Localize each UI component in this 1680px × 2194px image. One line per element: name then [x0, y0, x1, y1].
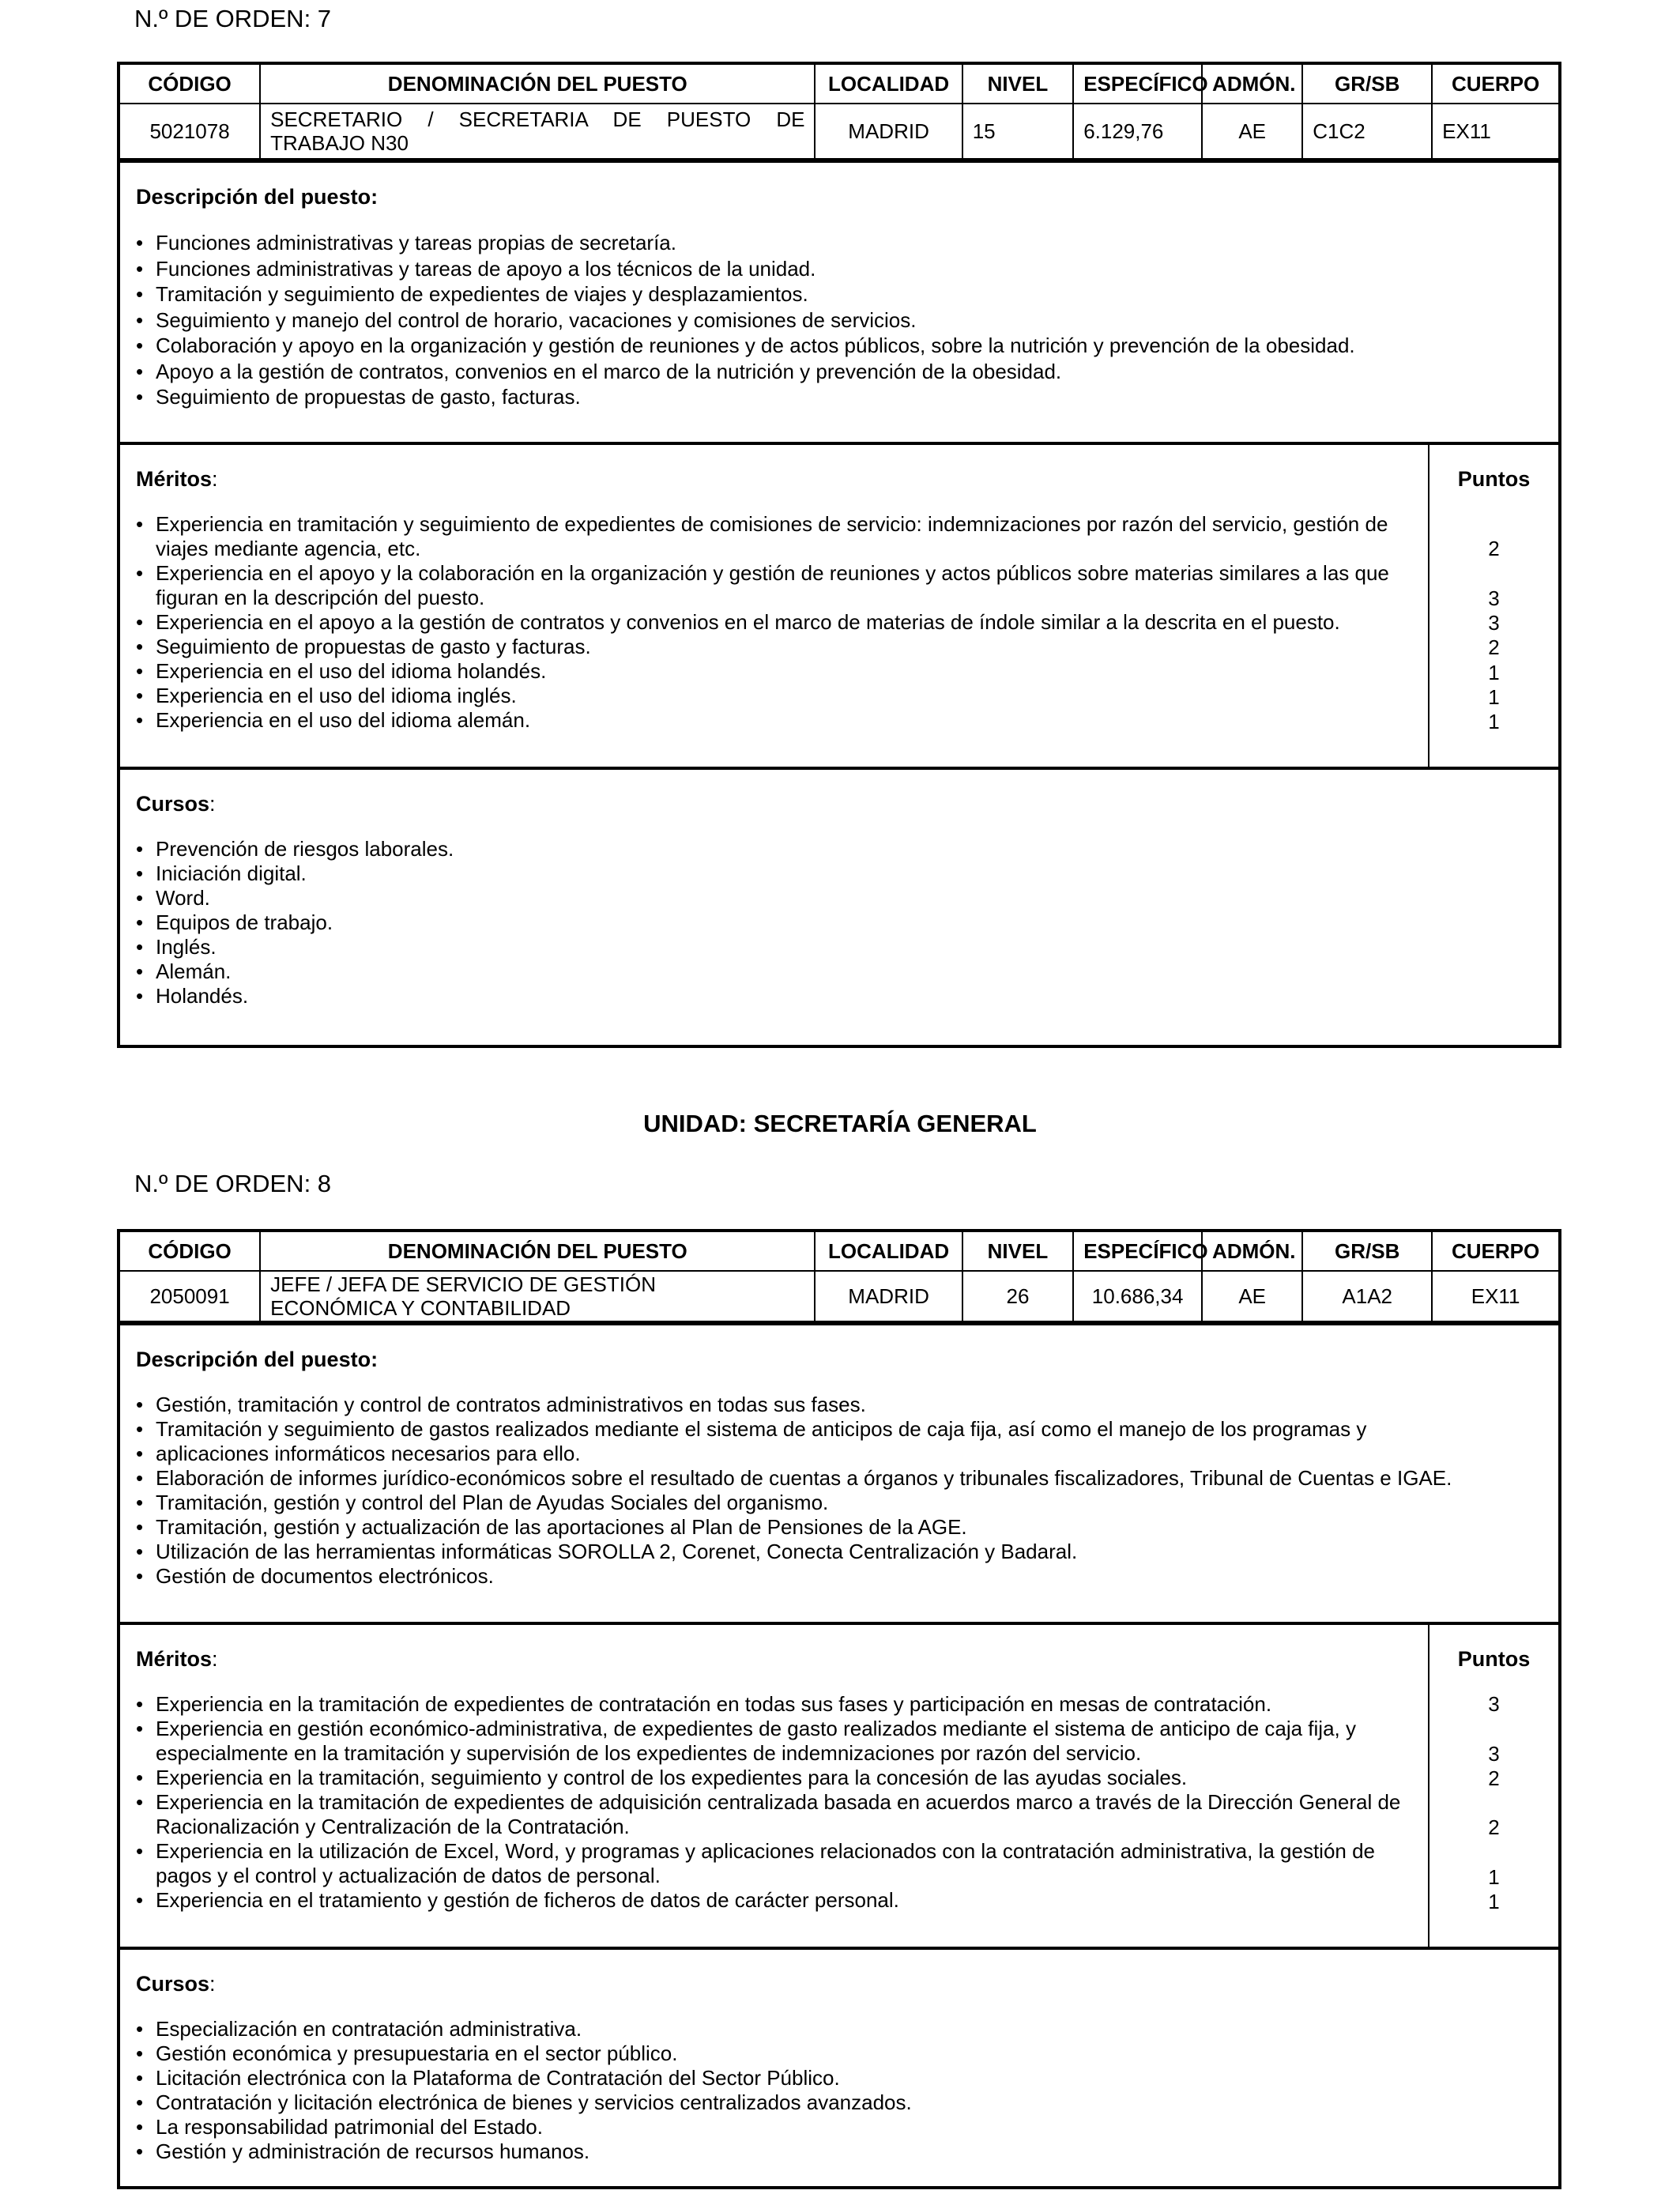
descripcion-title: Descripción del puesto:: [136, 185, 379, 209]
col-especifico: ESPECÍFICO: [1073, 65, 1202, 104]
col-localidad: LOCALIDAD: [815, 65, 962, 104]
puntos-value: 3: [1488, 611, 1500, 635]
puntos-value: [1430, 562, 1558, 586]
meritos-title: Méritos:: [136, 467, 218, 491]
orden-7-heading: N.º DE ORDEN: 7: [134, 5, 332, 32]
meritos-title: Méritos:: [136, 1647, 218, 1671]
merito-item: • Experiencia en tramitación y seguimiento de expedientes de comisiones de servicio: indemnizaciones por razón del servicio, gestión de viajes mediante agencia, etc.: [136, 512, 1428, 561]
cell-admon: AE: [1202, 1271, 1302, 1321]
cursos-title: Cursos:: [136, 792, 216, 816]
cursos-list: [120, 837, 1558, 1008]
cell-grsb: C1C2: [1302, 104, 1432, 159]
merito-item: • Experiencia en el apoyo a la gestión de contratos y convenios en el marco de materias de índole similar a la descrita en el puesto.: [136, 610, 1428, 635]
post-7-header-table: [120, 65, 1558, 160]
descripcion-item: • Tramitación y seguimiento de expedientes de viajes y desplazamientos.: [136, 281, 1558, 307]
puntos-value: 3: [1488, 1741, 1500, 1766]
denominacion-line-1: SECRETARIO / SECRETARIA DE PUESTO DE: [270, 107, 805, 131]
cell-nivel: 26: [962, 1271, 1073, 1321]
curso-item: • Gestión económica y presupuestaria en el sector público.: [136, 2041, 1558, 2066]
descripcion-item: • Gestión de documentos electrónicos.: [136, 1564, 1558, 1589]
descripcion-item: • Colaboración y apoyo en la organización y gestión de reuniones y de actos públicos, sobre la nutrición y prevención de la obesidad.: [136, 333, 1558, 359]
merito-item: • Experiencia en el tratamiento y gestión de ficheros de datos de carácter personal.: [136, 1888, 1428, 1913]
puntos-value: 3: [1488, 586, 1500, 610]
col-admon: ADMÓN.: [1202, 65, 1302, 104]
curso-item: • Alemán.: [136, 959, 1558, 984]
curso-item: • Contratación y licitación electrónica de bienes y servicios centralizados avanzados.: [136, 2090, 1558, 2115]
cursos-section: [120, 1947, 1558, 2188]
meritos-column: [120, 1625, 1430, 1947]
denominacion-line-2: TRABAJO N30: [270, 131, 409, 155]
col-grsb: GR/SB: [1302, 1232, 1432, 1271]
cell-nivel: 15: [962, 104, 1073, 159]
curso-item: • Gestión y administración de recursos humanos.: [136, 2139, 1558, 2164]
puntos-title: Puntos: [1457, 467, 1531, 491]
col-cuerpo: CUERPO: [1432, 1232, 1558, 1271]
cell-especifico: 6.129,76: [1073, 104, 1202, 159]
descripcion-title: Descripción del puesto:: [136, 1348, 379, 1371]
puntos-value: 1: [1488, 1865, 1500, 1890]
cell-codigo: 5021078: [120, 104, 260, 159]
descripcion-list: [120, 230, 1558, 410]
merito-item: • Seguimiento de propuestas de gasto y facturas.: [136, 635, 1428, 659]
descripcion-item: • Seguimiento y manejo del control de horario, vacaciones y comisiones de servicios.: [136, 307, 1558, 334]
unidad-heading: UNIDAD: SECRETARÍA GENERAL: [643, 1110, 1037, 1137]
descripcion-item: • Funciones administrativas y tareas de apoyo a los técnicos de la unidad.: [136, 256, 1558, 282]
descripcion-item: • Tramitación, gestión y actualización de las aportaciones al Plan de Pensiones de la AGE.: [136, 1515, 1558, 1540]
merito-item: • Experiencia en la tramitación de expedientes de contratación en todas sus fases y participación en mesas de contratación.: [136, 1692, 1428, 1717]
descripcion-item: • Seguimiento de propuestas de gasto, facturas.: [136, 384, 1558, 410]
cursos-list: [120, 2017, 1558, 2164]
col-grsb: GR/SB: [1302, 65, 1432, 104]
denominacion-line-2: ECONÓMICA Y CONTABILIDAD: [270, 1296, 571, 1320]
cursos-title: Cursos:: [136, 1972, 216, 1996]
cell-codigo: 2050091: [120, 1271, 260, 1321]
curso-item: • Licitación electrónica con la Plataforma de Contratación del Sector Público.: [136, 2066, 1558, 2090]
col-nivel: NIVEL: [962, 65, 1073, 104]
col-denominacion: DENOMINACIÓN DEL PUESTO: [260, 65, 815, 104]
puntos-value: [1430, 1717, 1558, 1741]
puntos-value: 2: [1488, 635, 1500, 660]
puntos-column: [1430, 445, 1558, 767]
meritos-section: [120, 1622, 1558, 1947]
curso-item: • Holandés.: [136, 984, 1558, 1008]
cell-denominacion: [260, 104, 815, 159]
post-8-card: [117, 1229, 1561, 2189]
descripcion-item: • Tramitación, gestión y control del Plan de Ayudas Sociales del organismo.: [136, 1491, 1558, 1515]
cell-cuerpo: EX11: [1432, 104, 1558, 159]
puntos-value: 3: [1488, 1692, 1500, 1716]
puntos-list: [1430, 1692, 1558, 1915]
orden-8-heading: N.º DE ORDEN: 8: [134, 1170, 332, 1197]
puntos-value: 2: [1488, 1766, 1500, 1790]
descripcion-item: • Funciones administrativas y tareas propias de secretaría.: [136, 230, 1558, 256]
descripcion-item: • Tramitación y seguimiento de gastos realizados mediante el sistema de anticipos de caja fija, así como el manejo de los programas y: [136, 1417, 1558, 1442]
puntos-column: [1430, 1625, 1558, 1947]
merito-item: • Experiencia en el uso del idioma holandés.: [136, 659, 1428, 684]
meritos-list: [120, 1692, 1428, 1913]
post-8-header-table: [120, 1232, 1558, 1322]
cell-admon: AE: [1202, 104, 1302, 159]
puntos-value: 1: [1488, 685, 1500, 710]
puntos-title: Puntos: [1457, 1647, 1531, 1671]
merito-item: • Experiencia en la utilización de Excel, Word, y programas y aplicaciones relacionados con la contratación administrativa, la gestión de pagos y el control y actualización de datos de personal.: [136, 1839, 1428, 1888]
col-localidad: LOCALIDAD: [815, 1232, 962, 1271]
col-cuerpo: CUERPO: [1432, 65, 1558, 104]
puntos-value: [1430, 1791, 1558, 1815]
puntos-value: 1: [1488, 710, 1500, 734]
merito-item: • Experiencia en gestión económico-administrativa, de expedientes de gasto realizados mediante el sistema de anticipo de caja fija, y especialmente en la tramitación y supervisión de los expedientes de indemnizaciones por razón del servicio.: [136, 1717, 1428, 1766]
merito-item: • Experiencia en la tramitación, seguimiento y control de los expedientes para la concesión de las ayudas sociales.: [136, 1766, 1428, 1790]
cell-cuerpo: EX11: [1432, 1271, 1558, 1321]
meritos-list: [120, 512, 1428, 733]
col-nivel: NIVEL: [962, 1232, 1073, 1271]
descripcion-item: • Apoyo a la gestión de contratos, convenios en el marco de la nutrición y prevención de la obesidad.: [136, 359, 1558, 385]
col-codigo: CÓDIGO: [120, 65, 260, 104]
puntos-value: [1430, 1841, 1558, 1865]
puntos-value: 2: [1488, 1815, 1500, 1840]
puntos-value: 1: [1488, 1890, 1500, 1914]
descripcion-item: • Utilización de las herramientas informáticas SOROLLA 2, Corenet, Conecta Centralización y Badaral.: [136, 1540, 1558, 1564]
cell-localidad: MADRID: [815, 104, 962, 159]
post-7-card: [117, 62, 1561, 1048]
curso-item: • Equipos de trabajo.: [136, 910, 1558, 935]
curso-item: • Iniciación digital.: [136, 861, 1558, 886]
merito-item: • Experiencia en el apoyo y la colaboración en la organización y gestión de reuniones y actos públicos sobre materias similares a las que figuran en la descripción del puesto.: [136, 561, 1428, 610]
meritos-column: [120, 445, 1430, 767]
merito-item: • Experiencia en el uso del idioma alemán.: [136, 708, 1428, 733]
curso-item: • Word.: [136, 886, 1558, 910]
cell-localidad: MADRID: [815, 1271, 962, 1321]
cursos-section: [120, 767, 1558, 1020]
curso-item: • La responsabilidad patrimonial del Estado.: [136, 2115, 1558, 2139]
puntos-value: [1430, 512, 1558, 537]
merito-item: • Experiencia en el uso del idioma inglés.: [136, 684, 1428, 708]
descripcion-item: • aplicaciones informáticos necesarios para ello.: [136, 1442, 1558, 1466]
col-codigo: CÓDIGO: [120, 1232, 260, 1271]
merito-item: • Experiencia en la tramitación de expedientes de adquisición centralizada basada en acuerdos marco a través de la Dirección General de Racionalización y Centralización de la Contratación.: [136, 1790, 1428, 1839]
puntos-list: [1430, 512, 1558, 735]
descripcion-section: [120, 1322, 1558, 1622]
puntos-value: 2: [1488, 537, 1500, 561]
curso-item: • Especialización en contratación administrativa.: [136, 2017, 1558, 2041]
meritos-section: [120, 442, 1558, 767]
col-denominacion: DENOMINACIÓN DEL PUESTO: [260, 1232, 815, 1271]
descripcion-item: • Elaboración de informes jurídico-económicos sobre el resultado de cuentas a órganos y tribunales fiscalizadores, Tribunal de Cuentas e IGAE.: [136, 1466, 1558, 1491]
descripcion-section: [120, 160, 1558, 442]
curso-item: • Prevención de riesgos laborales.: [136, 837, 1558, 861]
descripcion-list: [120, 1393, 1558, 1589]
cell-denominacion: [260, 1271, 815, 1321]
cell-especifico: 10.686,34: [1073, 1271, 1202, 1321]
denominacion-line-1: JEFE / JEFA DE SERVICIO DE GESTIÓN: [270, 1272, 656, 1296]
cell-grsb: A1A2: [1302, 1271, 1432, 1321]
curso-item: • Inglés.: [136, 935, 1558, 959]
col-especifico: ESPECÍFICO: [1073, 1232, 1202, 1271]
descripcion-item: • Gestión, tramitación y control de contratos administrativos en todas sus fases.: [136, 1393, 1558, 1417]
col-admon: ADMÓN.: [1202, 1232, 1302, 1271]
puntos-value: 1: [1488, 660, 1500, 684]
